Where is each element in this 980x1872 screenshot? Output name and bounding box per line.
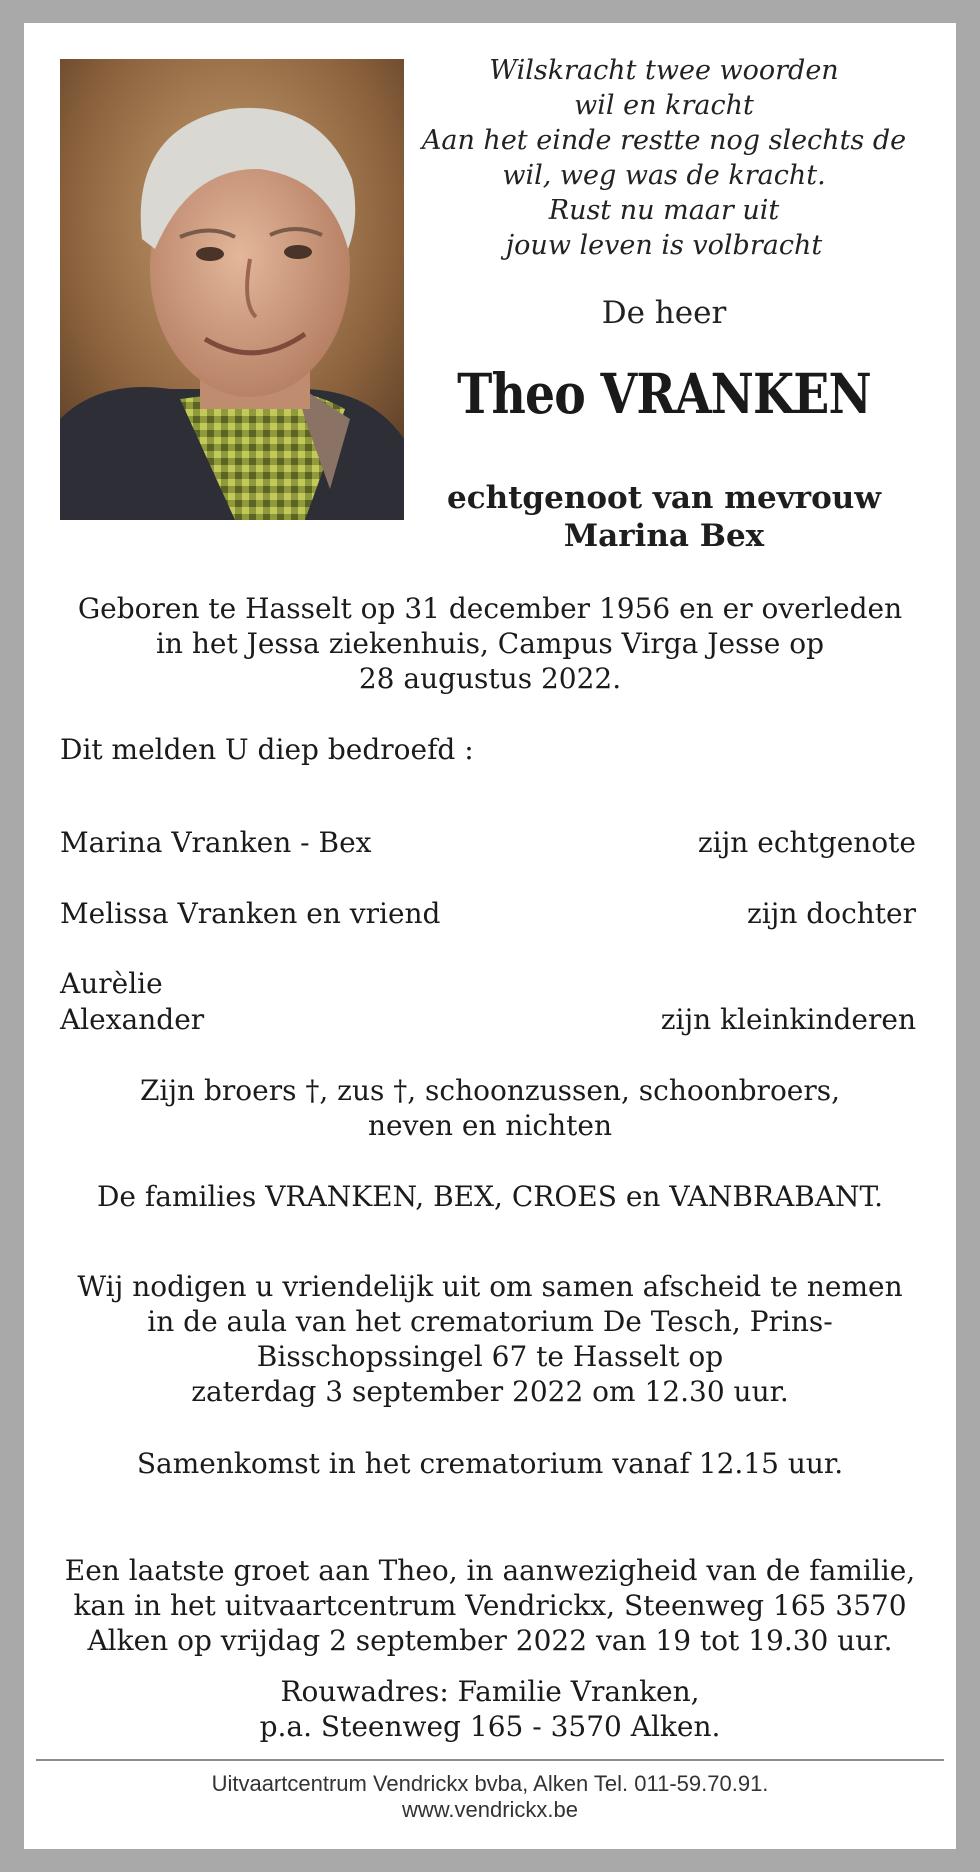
text-line: p.a. Steenweg 165 - 3570 Alken. — [259, 1710, 721, 1743]
poem-line: wil en kracht — [574, 90, 754, 121]
text-line: Geboren te Hasselt op 31 december 1956 en er overleden — [77, 592, 903, 625]
portrait-photo — [60, 59, 404, 520]
text-line: Rouwadres: Familie Vranken, — [280, 1675, 700, 1708]
text-line: Een laatste groet aan Theo, in aanwezigheid van de familie, — [64, 1554, 916, 1587]
announcement: Dit melden U diep bedroefd : — [60, 733, 474, 766]
memorial-poem — [414, 53, 914, 263]
text-line: Zijn broers †, zus †, schoonzussen, schoonbroers, — [139, 1074, 841, 1107]
birth-death-text — [54, 591, 926, 696]
text-line: Bisschopssingel 67 te Hasselt op — [256, 1340, 724, 1373]
deceased-name: Theo VRANKEN — [457, 361, 871, 426]
footer-website: www.vendrickx.be — [401, 1797, 579, 1822]
relative-name: Alexander — [60, 1003, 205, 1036]
relative-row — [60, 825, 916, 861]
text-line: neven en nichten — [368, 1109, 612, 1142]
relative-name: Aurèlie — [60, 967, 163, 1000]
relative-names — [60, 896, 440, 932]
last-greeting-text — [44, 1553, 936, 1658]
text-line: in het Jessa ziekenhuis, Campus Virga Jesse op — [155, 627, 825, 660]
relative-relation: zijn dochter — [746, 897, 916, 930]
siblings-text — [44, 1073, 936, 1143]
divider — [36, 1759, 944, 1761]
relative-relation: zijn kleinkinderen — [660, 1003, 916, 1036]
mourning-address — [44, 1674, 936, 1744]
relative-row — [60, 966, 916, 1038]
families-text: De families VRANKEN, BEX, CROES en VANBRABANT. — [96, 1180, 884, 1213]
poem-line: Rust nu maar uit — [548, 195, 780, 226]
relative-name: Marina Vranken - Bex — [60, 826, 372, 859]
spouse-line: echtgenoot van mevrouw — [446, 480, 882, 516]
text-line: 28 augustus 2022. — [358, 662, 622, 695]
ceremony-text — [44, 1269, 936, 1409]
salutation: De heer — [601, 295, 727, 331]
relative-names — [60, 825, 371, 861]
text-line: Wij nodigen u vriendelijk uit om samen afscheid te nemen — [77, 1270, 903, 1303]
poem-line: Aan het einde restte nog slechts de — [421, 125, 907, 156]
relative-row — [60, 896, 916, 932]
relative-name: Melissa Vranken en vriend — [60, 897, 441, 930]
spouse-name: Marina Bex — [563, 518, 765, 554]
obituary-card — [24, 23, 956, 1849]
gathering-text: Samenkomst in het crematorium vanaf 12.15 uur. — [136, 1447, 844, 1480]
text-line: kan in het uitvaartcentrum Vendrickx, Steenweg 165 3570 — [73, 1589, 907, 1622]
poem-line: wil, weg was de kracht. — [502, 160, 826, 191]
relative-relation: zijn echtgenote — [697, 826, 916, 859]
text-line: in de aula van het crematorium De Tesch, Prins- — [147, 1305, 833, 1338]
spouse-info — [414, 479, 914, 555]
text-line: zaterdag 3 september 2022 om 12.30 uur. — [191, 1375, 789, 1408]
funeral-home-footer — [44, 1771, 936, 1823]
relative-names — [60, 966, 204, 1038]
footer-line: Uitvaartcentrum Vendrickx bvba, Alken Tel. 011-59.70.91. — [211, 1771, 769, 1796]
poem-line: Wilskracht twee woorden — [489, 55, 839, 86]
poem-line: jouw leven is volbracht — [505, 230, 823, 261]
text-line: Alken op vrijdag 2 september 2022 van 19 tot 19.30 uur. — [87, 1624, 893, 1657]
